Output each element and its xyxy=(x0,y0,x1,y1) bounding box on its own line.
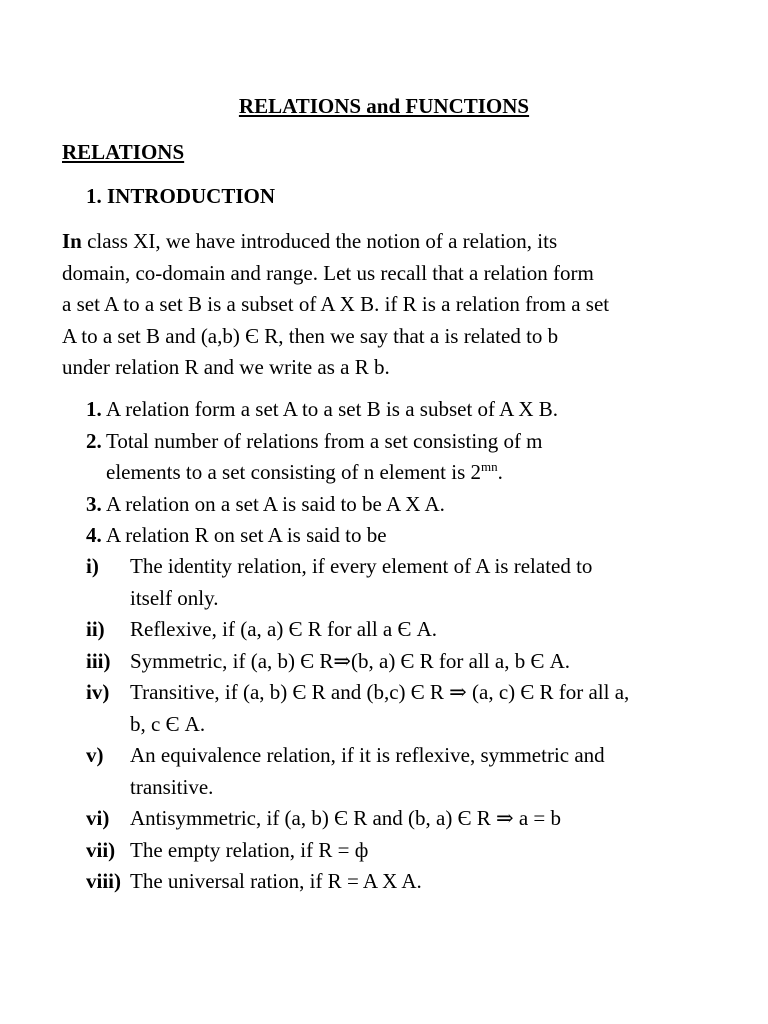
list-item xyxy=(86,520,706,552)
list-number: iv) xyxy=(86,680,110,704)
list-item xyxy=(86,740,726,803)
list-line: A relation R on set A is said to be xyxy=(106,523,387,547)
list-line: An equivalence relation, if it is reflexive, symmetric and xyxy=(130,743,605,767)
list-text xyxy=(130,740,605,803)
list-item xyxy=(86,803,726,835)
list-item xyxy=(86,677,726,740)
roman-list xyxy=(86,551,726,898)
list-text xyxy=(106,426,543,489)
list-number: vii) xyxy=(86,837,116,862)
list-text xyxy=(130,803,561,835)
intro-line: under relation R and we write as a R b. xyxy=(62,355,390,379)
intro-line: A to a set B and (a,b) Є R, then we say that a is related to b xyxy=(62,323,559,348)
list-text xyxy=(130,646,570,678)
subsection-heading: 1. INTRODUCTION xyxy=(86,184,276,208)
list-line: Total number of relations from a set consisting of m xyxy=(106,428,543,453)
list-line-text: elements to a set consisting of n element is 2 xyxy=(106,460,482,484)
list-item xyxy=(86,551,726,614)
list-item xyxy=(86,426,706,489)
list-line: transitive. xyxy=(130,774,214,799)
list-item xyxy=(86,614,726,646)
list-item xyxy=(86,835,726,867)
list-line: b, c Є A. xyxy=(130,711,206,736)
list-item xyxy=(86,646,726,678)
list-number: 1. xyxy=(86,397,102,421)
list-line: itself only. xyxy=(130,585,219,610)
list-number: 3. xyxy=(86,491,102,516)
list-text xyxy=(130,866,422,898)
list-line: The identity relation, if every element of A is related to xyxy=(130,554,593,578)
list-number: i) xyxy=(86,554,99,578)
list-line: The universal ration, if R = A X A. xyxy=(130,869,422,893)
list-line: The empty relation, if R = ф xyxy=(130,837,369,862)
list-line: Transitive, if (a, b) Є R and (b,c) Є R ⇒ (a, c) Є R for all a, xyxy=(130,680,630,704)
list-text xyxy=(106,489,445,521)
list-number: v) xyxy=(86,743,104,767)
list-item xyxy=(86,866,726,898)
list-number: ii) xyxy=(86,617,105,641)
list-text xyxy=(130,551,592,614)
list-line xyxy=(106,457,543,489)
intro-paragraph xyxy=(62,226,722,384)
list-item xyxy=(86,489,706,521)
list-line: Reflexive, if (a, a) Є R for all a Є A. xyxy=(130,617,438,641)
intro-line xyxy=(62,226,722,258)
list-number: 2. xyxy=(86,428,102,453)
list-line: A relation form a set A to a set B is a subset of A X B. xyxy=(106,397,559,421)
numbered-list xyxy=(86,394,706,552)
list-line-suffix: . xyxy=(497,460,503,484)
list-number: vi) xyxy=(86,806,110,830)
section-heading: RELATIONS xyxy=(62,140,185,164)
list-line: A relation on a set A is said to be A X A. xyxy=(106,491,445,516)
intro-text: class XI, we have introduced the notion of a relation, its xyxy=(81,229,558,253)
list-line: Symmetric, if (a, b) Є R⇒(b, a) Є R for all a, b Є A. xyxy=(130,648,571,673)
list-text xyxy=(106,394,558,426)
intro-line: a set A to a set B is a subset of A X B. if R is a relation from a set xyxy=(62,292,610,316)
list-number: 4. xyxy=(86,523,102,547)
list-item xyxy=(86,394,706,426)
list-text xyxy=(130,614,437,646)
list-text xyxy=(130,677,629,740)
list-number: viii) xyxy=(86,869,121,893)
list-text xyxy=(130,835,368,867)
intro-lead: In xyxy=(62,229,82,253)
list-text xyxy=(106,520,387,552)
list-line: Antisymmetric, if (a, b) Є R and (b, a) Є R ⇒ a = b xyxy=(130,806,561,830)
superscript: mn xyxy=(481,459,498,474)
intro-line: domain, co-domain and range. Let us recall that a relation form xyxy=(62,260,594,285)
document-title: RELATIONS and FUNCTIONS xyxy=(238,94,530,118)
list-number: iii) xyxy=(86,648,111,673)
